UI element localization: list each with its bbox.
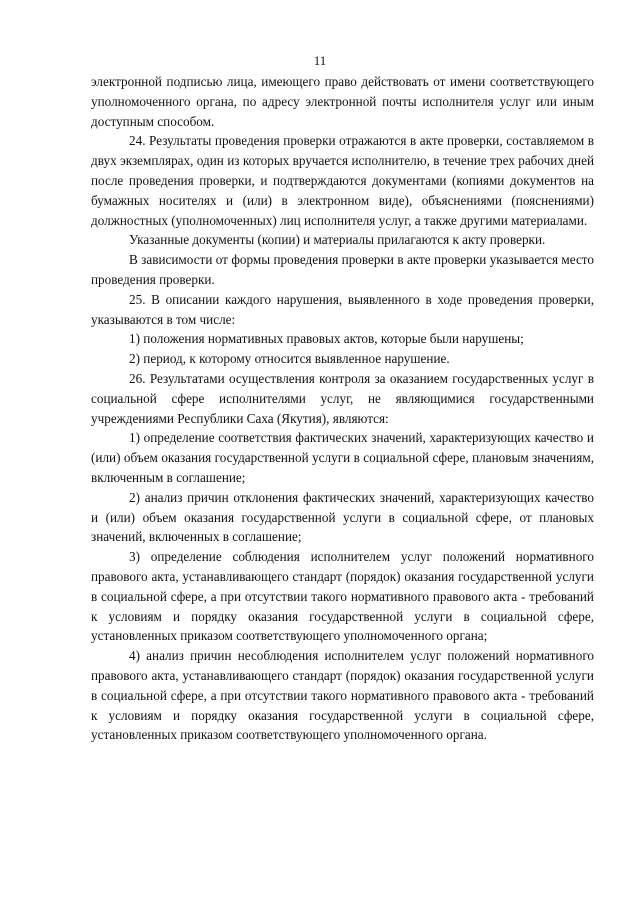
- paragraph-25-item-1: 1) положения нормативных правовых актов, которые были нарушены;: [129, 331, 524, 347]
- paragraph-25: 25. В описании каждого нарушения, выявленного в ходе проведения проверки, указываются в том числе:: [91, 291, 594, 327]
- paragraph-place: В зависимости от формы проведения проверки в акте проверки указывается место проведения проверки.: [91, 252, 594, 287]
- paragraph-attachments: Указанные документы (копии) и материалы прилагаются к акту проверки.: [129, 232, 546, 248]
- paragraph-26: 26. Результатами осуществления контроля за оказанием государственных услуг в социальной сфере исполнителями услуг, не являющимися государственными учреждениями Республики Саха (Якутия), являются:: [91, 370, 594, 426]
- paragraph-26-item-1: 1) определение соответствия фактических значений, характеризующих качество и (или) объем оказания государственной услуги в социальной сфере, плановым значениям, включенным в соглашение;: [91, 430, 594, 485]
- paragraph-26-item-3: 3) определение соблюдения исполнителем услуг положений нормативного правового акта, устанавливающего стандарт (порядок) оказания государственной услуги в социальной сфере, а при отсутствии такого нормативного правового акта - требований к условиям и порядку оказания государственной услуги в социальной сфере, установленных приказом соответствующего уполномоченного органа;: [91, 549, 594, 644]
- page-number: 11: [313, 53, 327, 68]
- paragraph-continuation: электронной подписью лица, имеющего право действовать от имени соответствующего уполномоченного органа, по адресу электронной почты исполнителя услуг или иным доступным способом.: [91, 74, 594, 129]
- page-body: [91, 72, 594, 745]
- paragraph-26-item-4: 4) анализ причин несоблюдения исполнителем услуг положений нормативного правового акта, устанавливающего стандарт (порядок) оказания государственной услуги в социальной сфере, а при отсутствии такого нормативного правового акта - требований к условиям и порядку оказания государственной услуги в социальной сфере, установленных приказом соответствующего уполномоченного органа.: [91, 648, 594, 743]
- paragraph-24: 24. Результаты проведения проверки отражаются в акте проверки, составляемом в двух экземплярах, один из которых вручается исполнителю, в течение трех рабочих дней после проведения проверки, и подтверждаются документами (копиями документов на бумажных носителях и (или) в электронном виде), объяснениями (пояснениями) должностных (уполномоченных) лиц исполнителя услуг, а также другими материалами.: [91, 133, 594, 228]
- paragraph-26-item-2: 2) анализ причин отклонения фактических значений, характеризующих качество и (или) объем оказания государственной услуги в социальной сфере, от плановых значений, включенных в соглашение;: [91, 489, 594, 545]
- paragraph-25-item-2: 2) период, к которому относится выявленное нарушение.: [129, 351, 450, 367]
